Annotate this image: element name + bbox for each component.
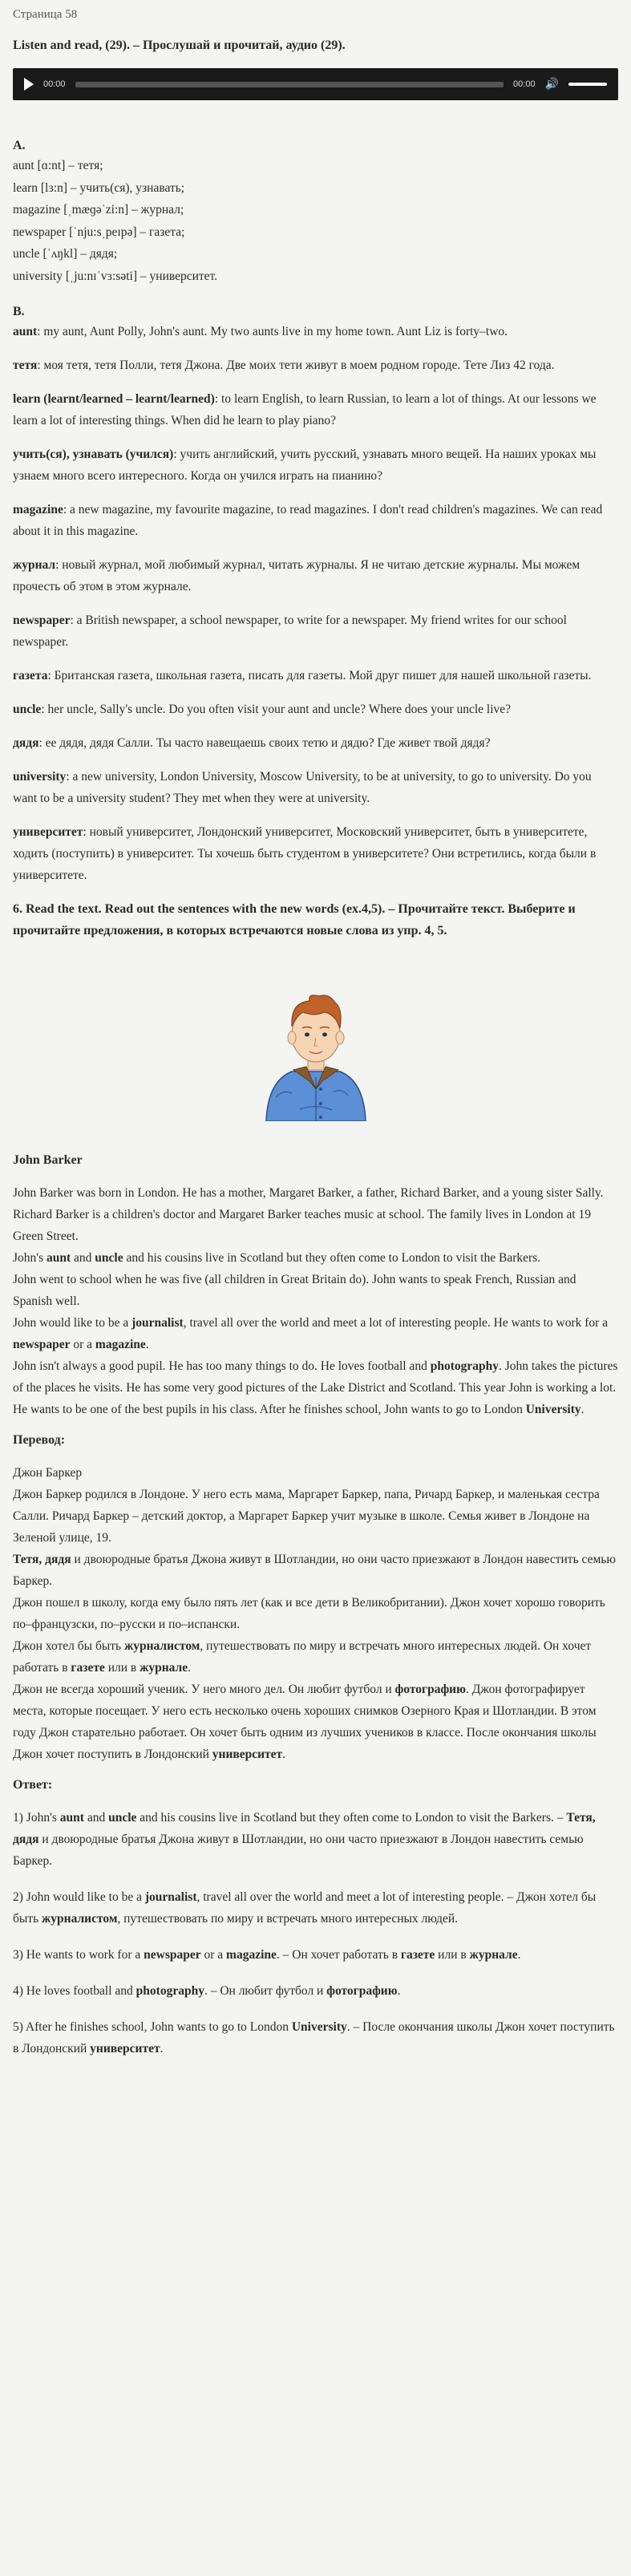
text-run: Джон не всегда хороший ученик. У него много дел. Он любит футбол и — [13, 1683, 395, 1696]
highlighted-word: журналистом — [123, 1639, 200, 1653]
page-number: Страница 58 — [13, 8, 78, 21]
entry-term: uncle — [13, 703, 42, 716]
story-line — [13, 1247, 618, 1269]
text-run: . — [580, 1403, 584, 1416]
highlighted-word: Тетя, дядя — [13, 1553, 71, 1566]
entry-term: тетя — [13, 358, 38, 372]
entry-term: magazine — [13, 503, 63, 516]
entry-term: газета — [13, 669, 48, 682]
entry-term: учить(ся), узнавать (учился) — [13, 448, 174, 461]
text-run: John's — [13, 1251, 47, 1265]
text-run: , travel all over the world and meet a lot of interesting people. He wants to work for a — [183, 1316, 609, 1330]
text-run: or a — [200, 1948, 227, 1962]
entry-term: журнал — [13, 558, 56, 572]
play-icon[interactable] — [24, 78, 34, 91]
story-line — [13, 1269, 618, 1312]
entry-text: : новый журнал, мой любимый журнал, читать журналы. Я не читаю детские журналы. Мы можем прочесть об этом в этом журнале. — [13, 558, 580, 593]
text-run: Джон Баркер родился в Лондоне. У него есть мама, Маргарет Баркер, папа, Ричард Баркер, и маленькая сестра Салли. Ричард Баркер – детский доктор, а Маргарет Баркер учит музыке в школе. Семья живет в Лондоне на Зеленой улице, 19. — [13, 1488, 600, 1545]
text-run: , путешествовать по миру и встречать много интересных людей. Он хочет работать в — [13, 1639, 592, 1675]
highlighted-word: University — [291, 2020, 347, 2034]
translation-line — [13, 1462, 618, 1484]
entry-text: : Британская газета, школьная газета, писать для газеты. Мой друг пишет для нашей школьной газеты. — [47, 669, 592, 682]
entry-text: : her uncle, Sally's uncle. Do you often visit your aunt and uncle? Where does your uncle live? — [41, 703, 512, 716]
highlighted-word: photography — [430, 1359, 499, 1373]
highlighted-word: magazine — [95, 1338, 146, 1351]
text-run: и двоюродные братья Джона живут в Шотландии, но они часто приезжают в Лондон навестить семью Баркер. — [13, 1833, 584, 1868]
text-run: . — [517, 1948, 521, 1962]
highlighted-word: aunt — [46, 1251, 71, 1265]
seek-bar[interactable] — [75, 82, 504, 87]
section-b-entries — [13, 321, 618, 886]
highlighted-word: университет — [212, 1748, 283, 1761]
volume-icon[interactable]: 🔊 — [544, 78, 559, 91]
vocab-line: learn [lɜ:n] – учить(ся), узнавать; — [13, 180, 185, 195]
entry-text: : a British newspaper, a school newspaper, to write for a newspaper. My friend writes for our school newspaper. — [13, 614, 567, 649]
text-run: or a — [70, 1338, 95, 1351]
highlighted-word: journalist — [144, 1890, 197, 1904]
text-run: and his cousins live in Scotland but they often come to London to visit the Barkers. – — [136, 1811, 567, 1825]
text-run: . — [160, 2042, 164, 2056]
section-b-label: B. — [13, 305, 25, 318]
answer-list — [13, 1807, 618, 2060]
entry-term: university — [13, 770, 67, 784]
vocab-line: magazine [ˌmæɡəˈzi:n] – журнал; — [13, 203, 184, 217]
translation-line — [13, 1679, 618, 1765]
entry-paragraph — [13, 354, 618, 376]
text-run: . — [145, 1338, 149, 1351]
vocabulary-list — [13, 155, 618, 287]
text-run: 1) John's — [13, 1811, 60, 1825]
answer-item — [13, 1944, 618, 1966]
vocab-line: uncle [ˈʌŋkl] – дядя; — [13, 247, 118, 261]
text-run: 4) He loves football and — [13, 1984, 136, 1998]
highlighted-word: aunt — [59, 1811, 84, 1825]
answer-item — [13, 2016, 618, 2060]
story-text — [13, 1182, 618, 1420]
text-run: and — [83, 1811, 109, 1825]
highlighted-word: uncle — [108, 1811, 137, 1825]
highlighted-word: University — [525, 1403, 581, 1416]
answer-item — [13, 1980, 618, 2002]
text-run: . – После окончания школы Джон хочет поступить в Лондонский — [13, 2020, 615, 2056]
boy-illustration — [13, 961, 618, 1121]
highlighted-word: журнале — [469, 1948, 518, 1962]
text-run: 3) He wants to work for a — [13, 1948, 144, 1962]
highlighted-word: magazine — [226, 1948, 277, 1962]
entry-term: newspaper — [13, 614, 71, 627]
story-title: John Barker — [13, 1153, 83, 1167]
text-run: . – Он хочет работать в — [276, 1948, 401, 1962]
entry-term: aunt — [13, 325, 38, 338]
entry-term: дядя — [13, 736, 39, 750]
entry-text: : a new magazine, my favourite magazine, to read magazines. I don't read children's magazines. We can read about it in this magazine. — [13, 503, 603, 538]
text-run: John would like to be a — [13, 1316, 132, 1330]
entry-term: университет — [13, 825, 83, 839]
answer-item — [13, 1886, 618, 1930]
volume-slider[interactable] — [568, 83, 607, 86]
duration-time: 00:00 — [513, 79, 536, 89]
translation-line — [13, 1635, 618, 1679]
highlighted-word: журналистом — [42, 1912, 118, 1926]
text-run: . Джон фотографирует места, которые посещает. У него есть несколько очень хороших снимков Озерного Края и Шотландии. В этом году Джон старательно работает. Он хочет быть одним из лучших учеников в классе. После окончания школы Джон хочет поступить в Лондонский — [13, 1683, 597, 1761]
text-run: 5) After he finishes school, John wants to go to London — [13, 2020, 292, 2034]
highlighted-word: journalist — [131, 1316, 184, 1330]
answer-title: Ответ: — [13, 1778, 53, 1792]
text-run: . – Он любит футбол и — [204, 1984, 327, 1998]
entry-text: : ее дядя, дядя Салли. Ты часто навещаешь своих тетю и дядю? Где живет твой дядя? — [38, 736, 491, 750]
current-time: 00:00 — [43, 79, 66, 89]
entry-paragraph — [13, 499, 618, 542]
text-run: and — [71, 1251, 95, 1265]
highlighted-word: newspaper — [13, 1338, 71, 1351]
answer-item — [13, 1807, 618, 1872]
text-run: John Barker was born in London. He has a mother, Margaret Barker, a father, Richard Barker, and a young sister Sally. Richard Barker is a children's doctor and Margaret Barker teaches music at school. The family lives in London at 19 Green Street. — [13, 1186, 604, 1243]
highlighted-word: фотографию — [394, 1683, 466, 1696]
story-line — [13, 1182, 618, 1247]
translation-line — [13, 1484, 618, 1549]
entry-text: : учить английский, учить русский, узнавать много вещей. На наших уроках мы узнаем много всего интересного. Когда он учился играть на пианино? — [13, 448, 597, 483]
entry-text: : a new university, London University, Moscow University, to be at university, to go to university. Do you want to be a university student? They met when they were at university. — [13, 770, 592, 805]
entry-text: : моя тетя, тетя Полли, тетя Джона. Две моих тети живут в моем родном городе. Тете Лиз 42 года. — [37, 358, 555, 372]
vocab-line: university [ˌju:nɪˈvɜ:səti] – университет. — [13, 269, 218, 283]
highlighted-word: университет — [90, 2042, 160, 2056]
highlighted-word: журнале — [140, 1661, 188, 1675]
text-run: . — [397, 1984, 401, 1998]
text-run: 2) John would like to be a — [13, 1890, 145, 1904]
entry-term: learn (learnt/learned – learnt/learned) — [13, 392, 215, 406]
audio-player[interactable] — [13, 68, 618, 100]
text-run: . — [188, 1661, 191, 1675]
entry-paragraph — [13, 665, 618, 687]
boy-portrait-image — [252, 961, 380, 1121]
text-run: . — [282, 1748, 286, 1761]
highlighted-word: photography — [136, 1984, 204, 1998]
text-run: или в — [435, 1948, 470, 1962]
vocab-line: newspaper [ˈnju:sˌpeɪpə] – газета; — [13, 225, 185, 239]
text-run: John isn't always a good pupil. He has too many things to do. He loves football and — [13, 1359, 431, 1373]
exercise-heading: Listen and read, (29). – Прослушай и прочитай, аудио (29). — [13, 38, 346, 52]
text-run: and his cousins live in Scotland but they often come to London to visit the Barkers. — [123, 1251, 541, 1265]
highlighted-word: газете — [71, 1661, 105, 1675]
highlighted-word: газете — [400, 1948, 435, 1962]
entry-text: : to learn English, to learn Russian, to learn a lot of things. At our lessons we learn a lot of interesting things. When did he learn to play piano? — [13, 392, 597, 427]
text-run: John went to school when he was five (all children in Great Britain do). John wants to speak French, Russian and Spanish well. — [13, 1273, 576, 1308]
highlighted-word: Тетя, дядя — [13, 1811, 596, 1846]
story-line — [13, 1312, 618, 1355]
text-run: Джон хотел бы быть — [13, 1639, 124, 1653]
text-run: , travel all over the world and meet a lot of interesting people. – Джон хотел бы быть — [13, 1890, 597, 1926]
text-run: , путешествовать по миру и встречать много интересных людей. — [117, 1912, 459, 1926]
entry-paragraph — [13, 554, 618, 597]
story-line — [13, 1355, 618, 1420]
translation-line — [13, 1549, 618, 1592]
entry-text: : новый университет, Лондонский университет, Московский университет, быть в университете, ходить (поступить) в университет. Ты хочешь быть студентом в университете? Они встретились, когда были в университете. — [13, 825, 597, 882]
entry-paragraph — [13, 444, 618, 487]
text-run: и двоюродные братья Джона живут в Шотландии, но они часто приезжают в Лондон навестить семью Баркер. — [13, 1553, 616, 1588]
text-run: Джон пошел в школу, когда ему было пять лет (как и все дети в Великобритании). Джон хочет хорошо говорить по–французски, по–русски и по–испански. — [13, 1596, 605, 1631]
translation-text — [13, 1462, 618, 1765]
highlighted-word: uncle — [95, 1251, 123, 1265]
highlighted-word: фотографию — [326, 1984, 398, 1998]
entry-paragraph — [13, 732, 618, 754]
vocab-line: aunt [ɑ:nt] – тетя; — [13, 159, 103, 172]
entry-text: : my aunt, Aunt Polly, John's aunt. My two aunts live in my home town. Aunt Liz is forty–two. — [37, 325, 508, 338]
entry-paragraph — [13, 388, 618, 431]
entry-paragraph — [13, 766, 618, 809]
entry-paragraph — [13, 821, 618, 886]
section-a-label: A. — [13, 139, 26, 152]
highlighted-word: newspaper — [144, 1948, 201, 1962]
text-run: или в — [104, 1661, 140, 1675]
translation-title: Перевод: — [13, 1433, 66, 1447]
entry-paragraph — [13, 321, 618, 342]
entry-paragraph — [13, 699, 618, 720]
task-heading: 6. Read the text. Read out the sentences with the new words (ex.4,5). – Прочитайте текст. Выберите и прочитайте предложения, в которых встречаются новые слова из упр. 4, 5. — [13, 902, 576, 938]
text-run: . John takes the pictures of the places he visits. He has some very good pictures of the Lake District and Scotland. This year John is working a lot. He wants to be one of the best pupils in his class. After he finishes school, John wants to go to London — [13, 1359, 618, 1416]
translation-line — [13, 1592, 618, 1635]
text-run: Джон Баркер — [13, 1466, 83, 1480]
entry-paragraph — [13, 610, 618, 653]
